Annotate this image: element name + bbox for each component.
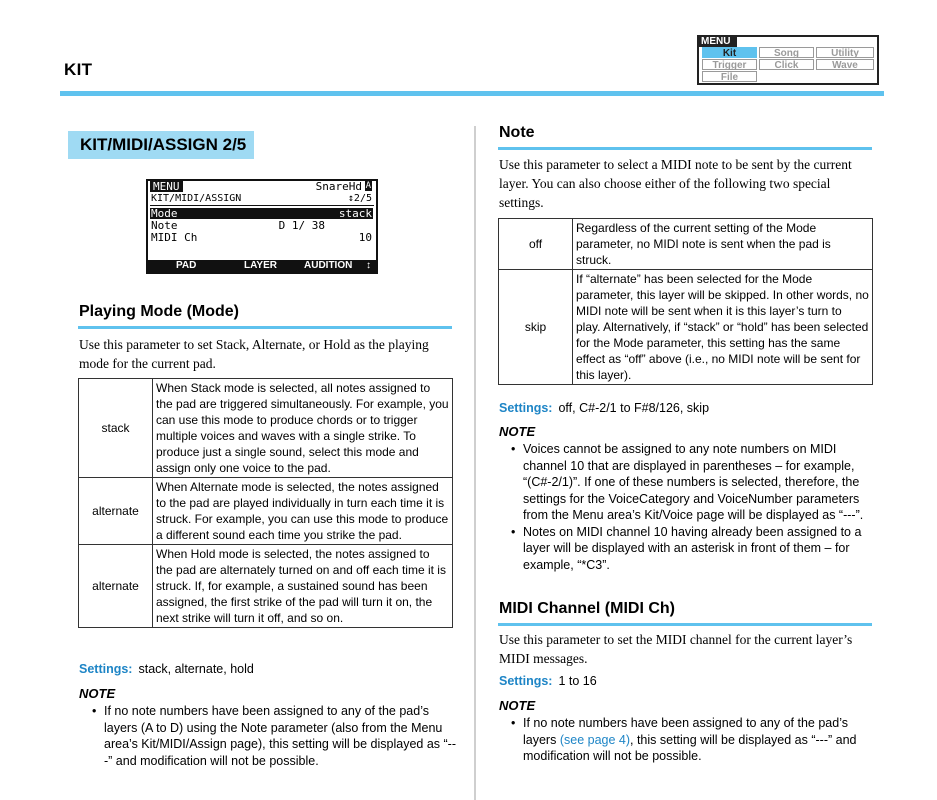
table-row <box>499 219 873 270</box>
table-key: skip <box>499 270 573 385</box>
lcd-page-number: ↕2/5 <box>347 193 372 204</box>
table-key: alternate <box>79 478 153 545</box>
list-item: • Notes on MIDI channel 10 having already been assigned to a layer will be displayed with an asterisk in front of them – for example, “*C3”. <box>511 524 862 572</box>
lcd-row-mode <box>150 208 373 219</box>
note-intro: Use this parameter to select a MIDI note to be sent by the current layer. You can also choose either of the following two special settings. <box>499 157 852 210</box>
lcd-scroll-icon: ↕ <box>366 260 371 271</box>
midi-channel-rule <box>498 623 872 626</box>
playing-mode-intro: Use this parameter to set Stack, Alternate, or Hold as the playing mode for the current pad. <box>79 337 429 371</box>
table-desc: If “alternate” has been selected for the Mode parameter, this layer will be skipped. In other words, no MIDI note will be sent when it is this layer’s turn to play. Alternatively, if “stack” or “hold” has been selected for the Mode parameter, this setting has the same effect as “off” above (i.e., no MIDI note will be sent for this layer). <box>573 270 873 385</box>
lcd-menu-title: MENU <box>150 181 183 192</box>
note-note-title: NOTE <box>499 424 536 439</box>
lcd-page-path: KIT/MIDI/ASSIGN <box>151 193 242 204</box>
lcd-row-label: Mode <box>151 207 178 220</box>
lcd-path-row <box>150 193 373 204</box>
list-item: • If no note numbers have been assigned to any of the pad’s layers (see page 4), this setting will be displayed as “---” and modification will not be possible. <box>511 716 857 763</box>
table-row <box>79 379 453 478</box>
lcd-row-label: Note <box>151 219 178 232</box>
list-item: • Voices cannot be assigned to any note numbers on MIDI channel 10 that are displayed in parentheses – for example, “(C#-2/1)”. If one of these numbers is selected, therefore, the settings for the VoiceCategory and VoiceNumber parameters from the Menu area’s Kit/Voice page will be displayed as “---”. <box>511 442 864 522</box>
note-heading: Note <box>499 124 535 141</box>
lcd-row-value: D 1/ 38 <box>278 219 325 232</box>
lcd-row-note <box>150 220 373 231</box>
note-text: Voices cannot be assigned to any note numbers on MIDI channel 10 that are displayed in parentheses – for example, “(C#-2/1)”. If one of these numbers is selected, therefore, the settings for the VoiceCategory and VoiceNumber parameters from the Menu area’s Kit/Voice page will be displayed as “---”. <box>523 442 864 522</box>
lcd-header-row <box>150 181 373 192</box>
menu-nav-song: Song <box>759 47 814 58</box>
table-key: off <box>499 219 573 270</box>
menu-nav-click: Click <box>759 59 814 70</box>
midi-channel-intro: Use this parameter to set the MIDI channel for the current layer’s MIDI messages. <box>499 632 853 666</box>
see-page-link[interactable]: (see page 4) <box>559 732 631 747</box>
note-text-before: If no note numbers have been assigned to any of the pad’s layers <box>523 716 848 747</box>
note-notes <box>511 441 875 573</box>
playing-mode-settings <box>79 662 254 676</box>
table-desc: When Stack mode is selected, all notes assigned to the pad are triggered simultaneously. For example, you can use this mode to produce chords or to trigger multiple voices and waves with a single strike. To produce just a single sound, select this mode and assign only one voice to the pad. <box>153 379 453 478</box>
playing-mode-rule <box>78 326 452 329</box>
settings-value: 1 to 16 <box>558 674 597 688</box>
midi-channel-heading: MIDI Channel (MIDI Ch) <box>499 600 675 617</box>
lcd-screen <box>146 179 378 274</box>
column-divider <box>474 126 476 800</box>
menu-nav-wave: Wave <box>816 59 874 70</box>
table-key: stack <box>79 379 153 478</box>
settings-label: Settings: <box>79 662 133 676</box>
playing-mode-note-title: NOTE <box>79 686 116 701</box>
note-rule <box>498 147 872 150</box>
lcd-fkey-pad: PAD <box>176 260 197 271</box>
section-banner: KIT/MIDI/ASSIGN 2/5 <box>68 131 254 159</box>
midi-channel-settings <box>499 674 597 688</box>
settings-value: stack, alternate, hold <box>138 662 254 676</box>
table-row <box>79 545 453 628</box>
table-desc: When Hold mode is selected, the notes assigned to the pad are alternately turned on and off each time it is struck. If, for example, a sustained sound has been assigned, the first strike of the pad will turn it on, the next strike will turn it off, and so on. <box>153 545 453 628</box>
menu-nav-utility: Utility <box>816 47 874 58</box>
menu-nav-kit: Kit <box>702 47 757 58</box>
page-section-title: KIT <box>64 60 93 79</box>
list-item: • If no note numbers have been assigned to any of the pad’s layers (A to D) using the Note parameter (also from the Menu area’s Kit/MIDI/Assign page), this setting will be displayed as “---” and modification will not be possible. <box>92 704 457 768</box>
lcd-function-keys <box>148 260 376 272</box>
lcd-row-value: 10 <box>358 231 372 244</box>
note-table <box>498 218 873 385</box>
settings-value: off, C#-2/1 to F#8/126, skip <box>558 401 710 415</box>
note-settings <box>499 401 709 415</box>
lcd-fkey-layer: LAYER <box>244 260 277 271</box>
table-row <box>499 270 873 385</box>
menu-nav-file: File <box>702 71 757 82</box>
midi-channel-note-title: NOTE <box>499 698 536 713</box>
lcd-row-label: MIDI Ch <box>151 231 198 244</box>
settings-label: Settings: <box>499 401 553 415</box>
playing-mode-heading: Playing Mode (Mode) <box>79 303 239 320</box>
settings-label: Settings: <box>499 674 553 688</box>
lcd-kit-icon: A <box>365 181 371 191</box>
midi-channel-notes <box>511 715 875 765</box>
lcd-kit-name: SnareHd <box>315 180 362 193</box>
header-rule <box>60 91 884 96</box>
menu-nav-graphic <box>697 35 879 85</box>
menu-nav-trigger: Trigger <box>702 59 757 70</box>
lcd-separator <box>150 205 374 206</box>
menu-nav-label: MENU <box>699 37 737 47</box>
lcd-row-midi-ch <box>150 232 373 243</box>
note-text: Notes on MIDI channel 10 having already been assigned to a layer will be displayed with an asterisk in front of them – for example, “*C3”. <box>523 524 862 572</box>
playing-mode-table <box>78 378 453 628</box>
table-row <box>79 478 453 545</box>
note-text-after: , this setting will be displayed as “---” and modification will not be possible. <box>523 732 857 763</box>
lcd-fkey-audition: AUDITION <box>304 260 353 271</box>
lcd-row-value: stack <box>338 207 372 220</box>
table-desc: When Alternate mode is selected, the notes assigned to the pad are played individually in turn each time it is struck. For example, you can use this mode to produce a different sound each time you strike the pad. <box>153 478 453 545</box>
table-desc: Regardless of the current setting of the Mode parameter, no MIDI note is sent when the pad is struck. <box>573 219 873 270</box>
table-key: alternate <box>79 545 153 628</box>
note-text: If no note numbers have been assigned to any of the pad’s layers (A to D) using the Note parameter (also from the Menu area’s Kit/MIDI/Assign page), this setting will be displayed as “---” and modification will not be possible. <box>104 704 457 768</box>
playing-mode-notes <box>92 703 457 769</box>
